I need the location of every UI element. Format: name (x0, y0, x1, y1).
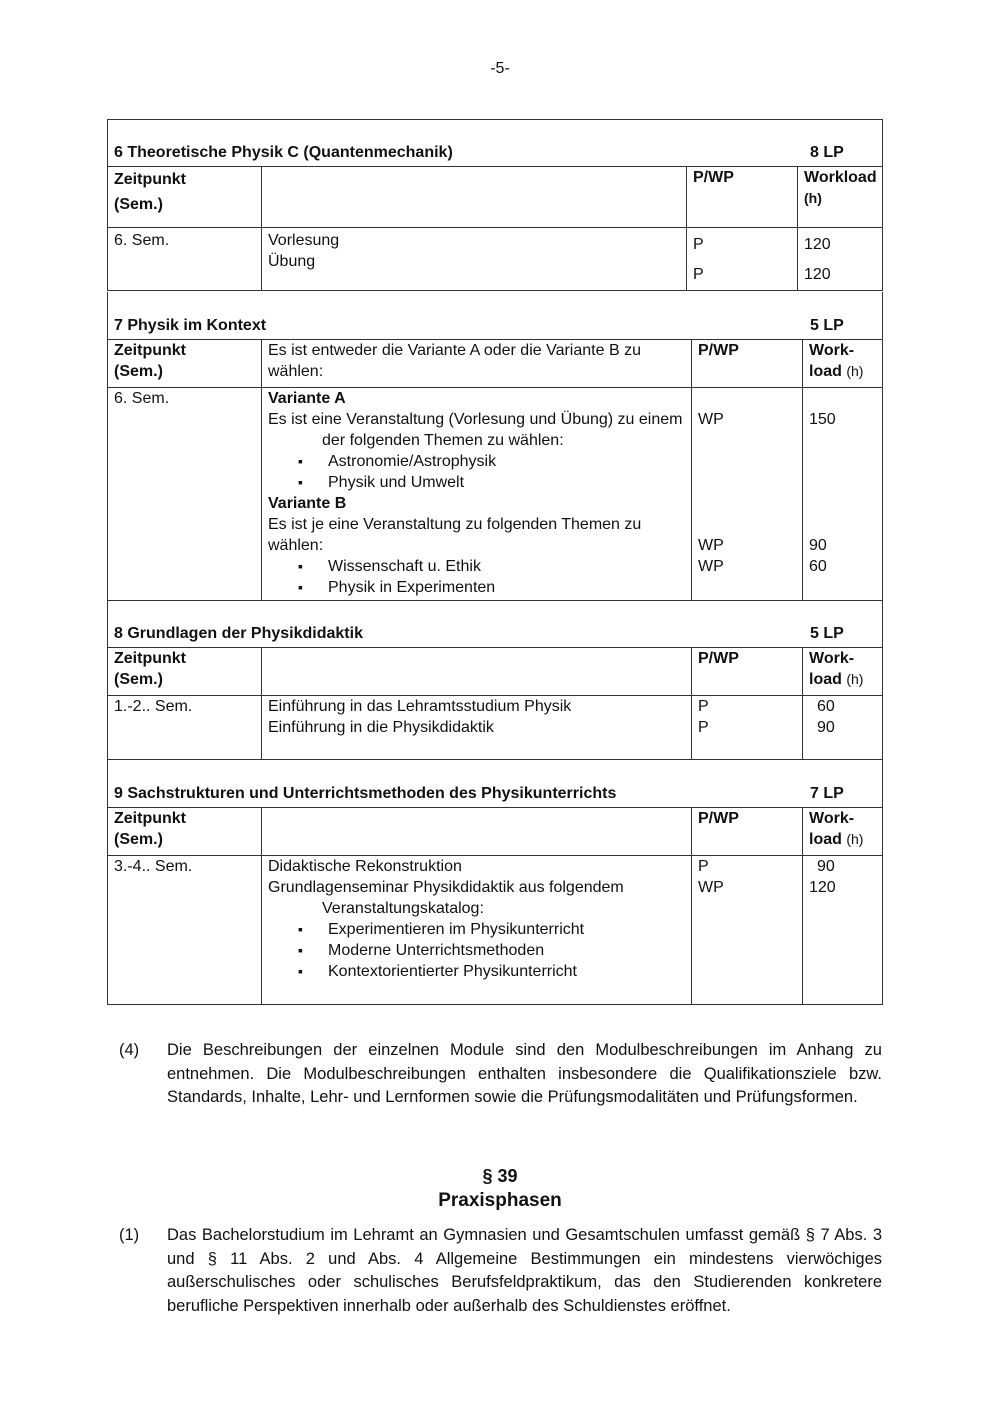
course-item: Didaktische Rekonstruktion (268, 857, 462, 875)
list-item: ▪ Wissenschaft u. Ethik (328, 556, 685, 577)
sem-cell: 1.-2.. Sem. (108, 696, 262, 760)
section-title: Praxisphasen (438, 1190, 562, 1211)
load-label: load (809, 671, 842, 688)
section-number: § 39 (482, 1166, 518, 1186)
paragraph-number: (4) (119, 1041, 140, 1059)
zeitpunkt-header: Zeitpunkt (114, 650, 186, 667)
workload-unit: (h) (804, 190, 822, 206)
variante-a-heading: Variante A (268, 389, 346, 407)
zeitpunkt-header: Zeitpunkt (114, 171, 186, 188)
pwp-header: P/WP (692, 648, 803, 696)
workload-unit: (h) (846, 830, 864, 847)
choose-variant-text: Es ist entweder die Variante A oder die Variante B zu wählen: (262, 339, 692, 387)
course-item-cont: Veranstaltungskatalog: (322, 899, 484, 917)
module-lp: 7 LP (810, 784, 844, 802)
workload-value: 60 (809, 557, 827, 575)
variante-b-heading: Variante B (268, 494, 347, 512)
workload-value: 60 (817, 698, 835, 715)
module-7-table (107, 292, 883, 601)
list-item: ▪ Physik und Umwelt (328, 472, 685, 493)
pwp-header: P/WP (687, 167, 798, 228)
pwp-value: WP (698, 536, 724, 554)
pwp-value: WP (698, 557, 724, 575)
list-item: ▪ Moderne Unterrichtsmethoden (328, 940, 685, 961)
pwp-value: P (693, 266, 704, 283)
sem-cell: 6. Sem. (108, 387, 262, 600)
workload-value: 120 (804, 266, 831, 283)
module-8-table (107, 600, 883, 760)
pwp-value: P (698, 857, 709, 875)
module-title: 6 Theoretische Physik C (Quantenmechanik) (114, 144, 453, 161)
workload-header: Work- (809, 650, 855, 667)
sem-header: (Sem.) (114, 671, 163, 688)
course-item: Einführung in das Lehramtsstudium Physik (268, 698, 572, 715)
workload-value: 150 (809, 410, 836, 428)
zeitpunkt-header: Zeitpunkt (114, 341, 186, 359)
sem-cell: 6. Sem. (108, 228, 262, 291)
list-item: ▪ Kontextorientierter Physikunterricht (328, 961, 685, 982)
workload-unit: (h) (846, 671, 864, 687)
pwp-value: WP (698, 878, 724, 896)
workload-value: 120 (804, 236, 831, 253)
workload-header: Work- (809, 341, 855, 359)
sem-cell: 3.-4.. Sem. (108, 855, 262, 1004)
module-lp: 5 LP (810, 316, 844, 334)
paragraph-text: Das Bachelorstudium im Lehramt an Gymnasien und Gesamtschulen umfasst gemäß § 7 Abs. 3 und § 11 Abs. 2 und Abs. 4 Allgemeine Bestimmungen ein mindestens vierwöchiges außerschulisches oder schulisches Berufsfeldpraktikum, das den Studierenden konkretere berufliche Perspektiven innerhalb oder außerhalb des Schuldienstes eröffnet. (167, 1226, 882, 1315)
module-9-table (107, 760, 883, 1005)
zeitpunkt-header: Zeitpunkt (114, 809, 186, 827)
variante-a-text-cont: der folgenden Themen zu wählen: (322, 431, 564, 449)
paragraph-4 (119, 1039, 882, 1110)
paragraph-number: (1) (119, 1226, 140, 1244)
load-label: load (809, 362, 842, 380)
pwp-header: P/WP (692, 339, 803, 387)
workload-value: 90 (817, 719, 835, 736)
course-item: Einführung in die Physikdidaktik (268, 719, 494, 736)
page-number: -5- (490, 60, 510, 77)
workload-header: Work- (809, 809, 855, 827)
module-title: 7 Physik im Kontext (114, 316, 267, 334)
pwp-value: P (693, 236, 704, 253)
module-title: 9 Sachstrukturen und Unterrichtsmethoden des Physikunterrichts (114, 784, 617, 802)
paragraph-text: Die Beschreibungen der einzelnen Module sind den Modulbeschreibungen im Anhang zu entnehmen. Die Modulbeschreibungen enthalten insbesondere die Qualifikationsziele bzw. Standards, Inhalte, Lehr- und Lernformen sowie die Prüfungsmodalitäten und Prüfungsformen. (167, 1041, 882, 1106)
sem-header: (Sem.) (114, 362, 163, 380)
module-lp: 5 LP (810, 625, 844, 642)
list-item: ▪ Physik in Experimenten (328, 577, 685, 598)
workload-value: 90 (809, 536, 827, 554)
sem-header: (Sem.) (114, 196, 163, 213)
pwp-value: WP (698, 410, 724, 428)
workload-header: Workload (804, 169, 877, 186)
variante-b-text: Es ist je eine Veranstaltung zu folgenden Themen zu wählen: (268, 515, 642, 554)
module-title: 8 Grundlagen der Physikdidaktik (114, 625, 363, 642)
course-item: Grundlagenseminar Physikdidaktik aus folgendem (268, 878, 624, 896)
list-item: ▪ Astronomie/Astrophysik (328, 451, 685, 472)
pwp-value: P (698, 698, 709, 715)
variante-a-text: Es ist eine Veranstaltung (Vorlesung und Übung) zu einem (268, 410, 683, 428)
course-vorlesung: Vorlesung (268, 232, 340, 249)
pwp-value: P (698, 719, 709, 736)
workload-value: 120 (809, 878, 836, 896)
workload-value: 90 (817, 857, 835, 875)
workload-unit: (h) (846, 362, 864, 379)
module-lp: 8 LP (810, 144, 844, 161)
list-item: ▪ Experimentieren im Physikunterricht (328, 919, 685, 940)
load-label: load (809, 830, 842, 848)
module-6-table (107, 119, 883, 291)
sem-header: (Sem.) (114, 830, 163, 848)
pwp-header: P/WP (692, 807, 803, 855)
paragraph-1 (119, 1224, 882, 1318)
course-uebung: Übung (268, 253, 316, 270)
